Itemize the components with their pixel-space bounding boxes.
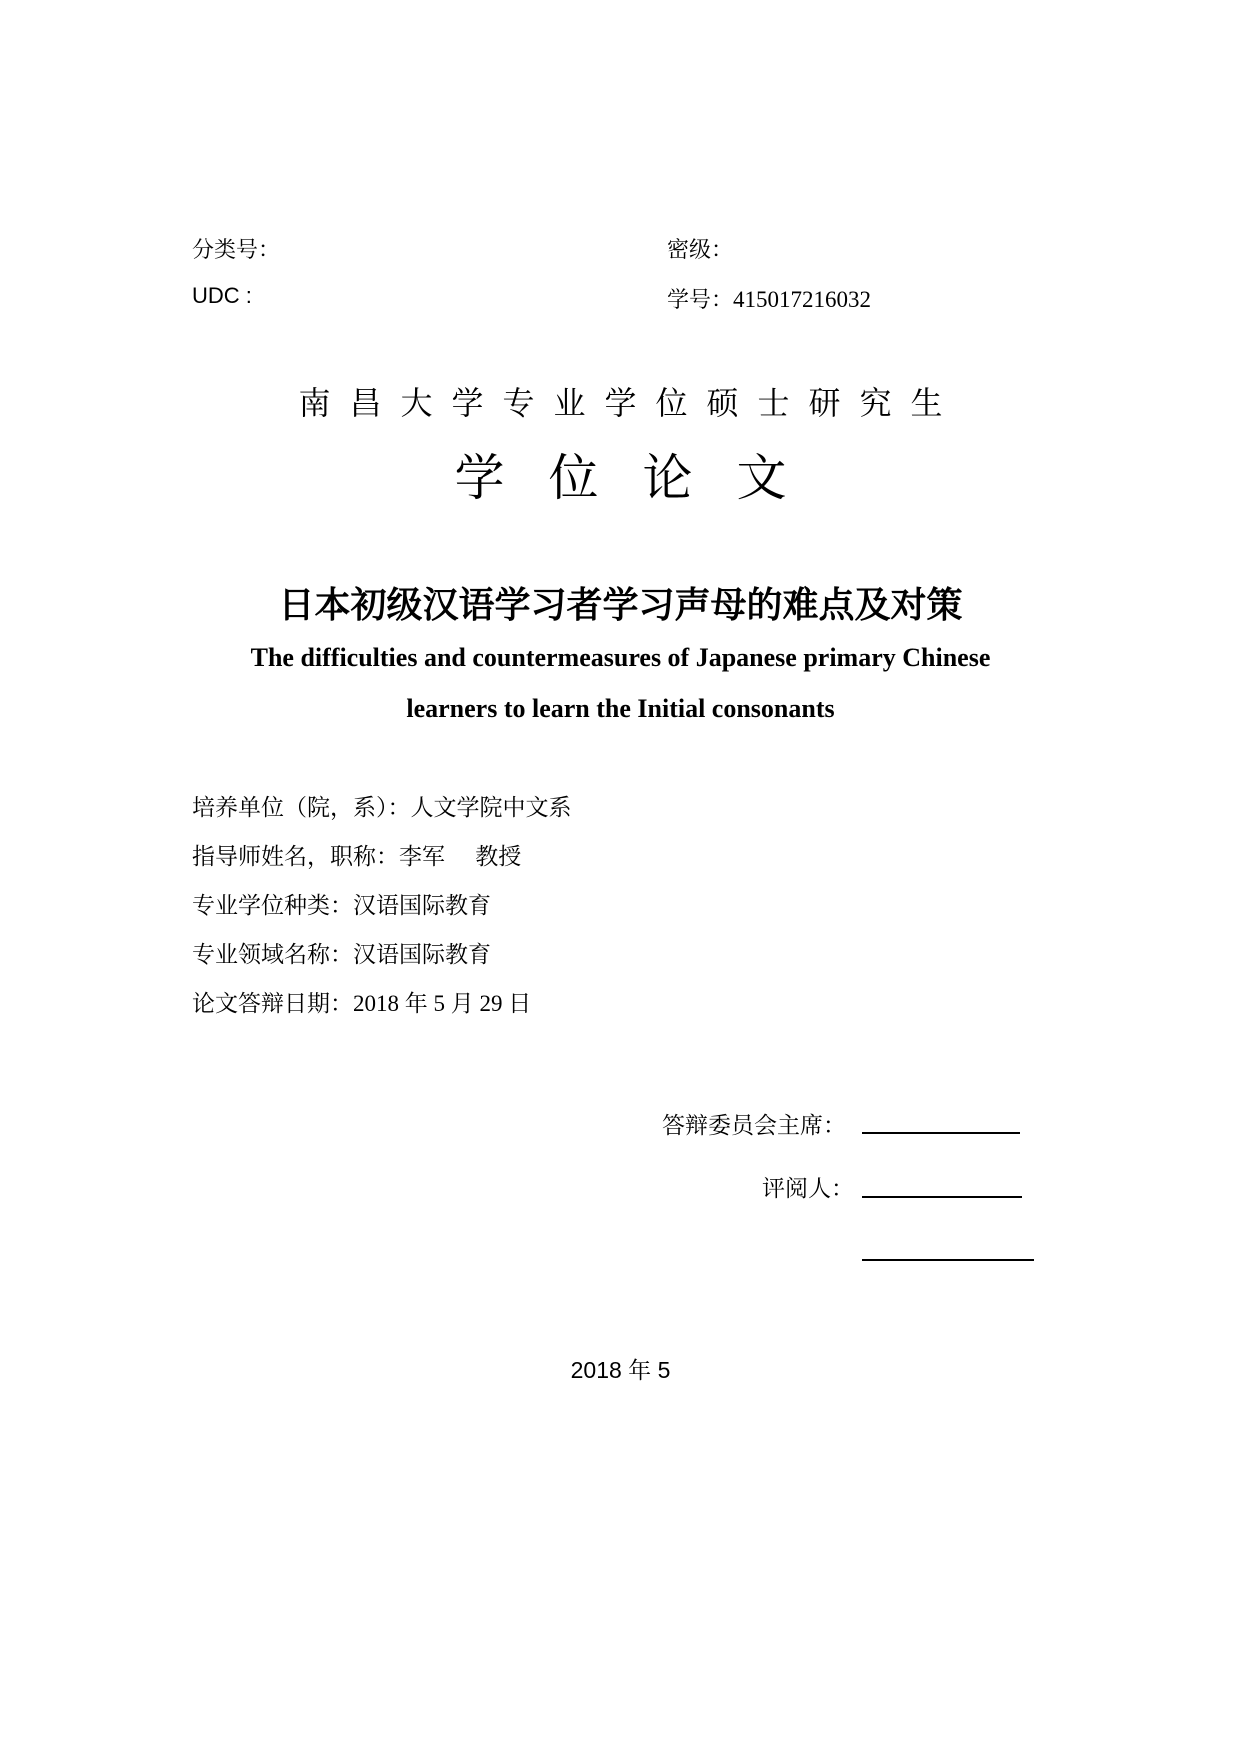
- committee-chair-signature-line: [862, 1132, 1020, 1134]
- training-unit: 培养单位（院，系）：人文学院中文系: [192, 795, 572, 821]
- defense-date: [192, 985, 531, 1018]
- defense-date-label: 论文答辩日期：: [192, 991, 353, 1017]
- university-line: 南昌大学专业学位硕士研究生: [298, 384, 962, 422]
- secrecy-level-label: 密级：: [667, 238, 734, 263]
- udc-label: UDC :: [192, 283, 252, 308]
- cover-date: 2018 年 5: [570, 1357, 671, 1383]
- student-id: [667, 283, 871, 314]
- student-id-value: 415017216032: [733, 287, 872, 312]
- thesis-title-en-line1: The difficulties and countermeasures of Japanese primary Chinese: [250, 643, 991, 672]
- degree-type: 专业学位种类：汉语国际教育: [192, 893, 491, 919]
- committee-chair-label: 答辩委员会主席：: [662, 1113, 846, 1139]
- reviewer-signature-line-1: [862, 1196, 1022, 1198]
- reviewer-signature-line-2: [862, 1259, 1034, 1261]
- thesis-title-en-line2: learners to learn the Initial consonants: [406, 694, 835, 723]
- classification-number-label: 分类号：: [192, 238, 281, 263]
- advisor-info: 指导师姓名，职称：李军 教授: [192, 844, 522, 870]
- thesis-title-zh: 日本初级汉语学习者学习声母的难点及对策: [278, 585, 963, 626]
- document-type: 学位论文: [454, 449, 831, 507]
- defense-date-value: 2018 年 5 月 29 日: [353, 991, 532, 1016]
- student-id-label: 学号：: [667, 288, 734, 313]
- field-name: 专业领域名称：汉语国际教育: [192, 942, 491, 968]
- reviewer-label: 评阅人：: [762, 1176, 854, 1202]
